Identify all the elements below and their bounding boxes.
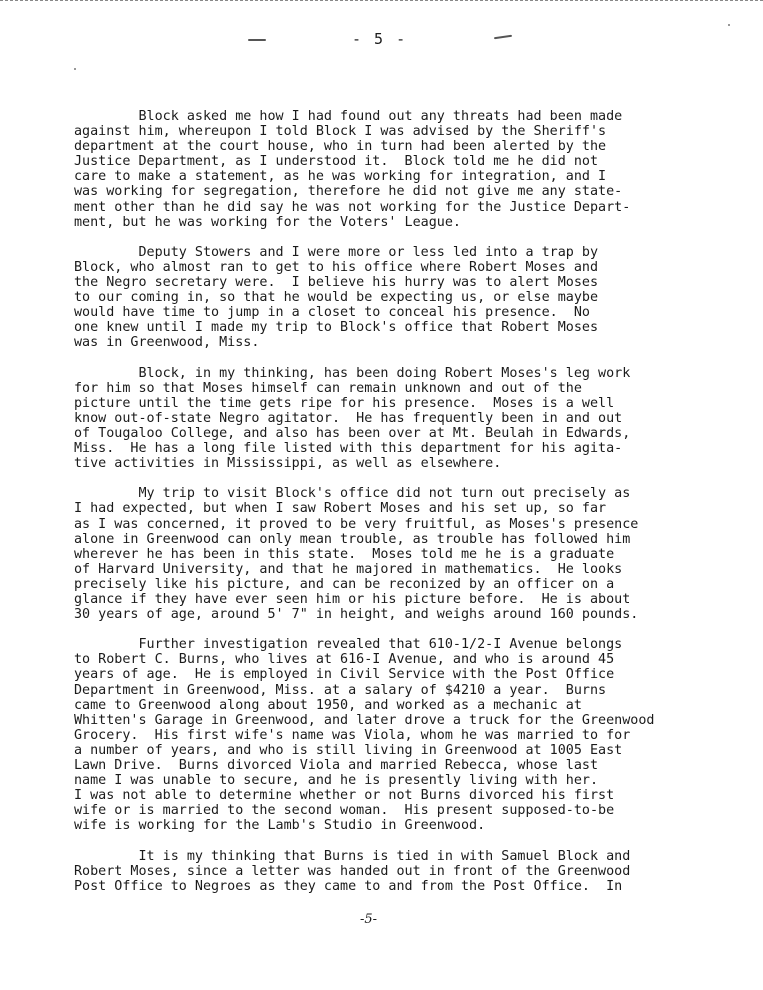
text-line: as I was concerned, it proved to be very fruitful, as Moses's presence xyxy=(74,516,639,532)
paragraph xyxy=(74,849,754,894)
paragraph xyxy=(74,245,754,351)
text-line: tive activities in Mississippi, as well as elsewhere. xyxy=(74,456,502,472)
text-line: ment other than he did say he was not working for the Justice Depart- xyxy=(74,199,631,215)
text-line: wife is working for the Lamb's Studio in Greenwood. xyxy=(74,818,486,834)
text-line: alone in Greenwood can only mean trouble, as trouble has followed him xyxy=(74,531,631,547)
text-line: to our coming in, so that he would be expecting us, or else maybe xyxy=(74,290,599,306)
text-line: Grocery. His first wife's name was Viola, whom he was married to for xyxy=(74,727,631,743)
text-line: department at the court house, who in turn had been alerted by the xyxy=(74,139,607,155)
text-line: Department in Greenwood, Miss. at a salary of $4210 a year. Burns xyxy=(74,682,607,698)
text-line: Lawn Drive. Burns divorced Viola and married Rebecca, whose last xyxy=(74,758,599,774)
text-line: against him, whereupon I told Block I was advised by the Sheriff's xyxy=(74,124,607,140)
text-line: of Tougaloo College, and also has been over at Mt. Beulah in Edwards, xyxy=(74,425,631,441)
margin-dot xyxy=(728,24,730,26)
page-edge-dashes xyxy=(0,0,763,1)
paragraph xyxy=(74,486,754,622)
text-line: for him so that Moses himself can remain unknown and out of the xyxy=(74,380,582,396)
page-number: - 5 - xyxy=(352,30,408,48)
text-line: Deputy Stowers and I were more or less led into a trap by xyxy=(74,244,599,260)
text-line: I was not able to determine whether or not Burns divorced his first xyxy=(74,788,615,804)
text-line: know out-of-state Negro agitator. He has frequently been in and out xyxy=(74,410,623,426)
margin-dot xyxy=(74,68,76,70)
text-line: picture until the time gets ripe for his presence. Moses is a well xyxy=(74,395,615,411)
text-line: of Harvard University, and that he majored in mathematics. He looks xyxy=(74,561,623,577)
text-line: name I was unable to secure, and he is presently living with her. xyxy=(74,773,599,789)
text-line: It is my thinking that Burns is tied in with Samuel Block and xyxy=(74,848,631,864)
text-line: was working for segregation, therefore he did not give me any state- xyxy=(74,184,623,200)
smudge-mark xyxy=(248,39,266,41)
paragraph xyxy=(74,109,754,230)
text-line: glance if they have ever seen him or his picture before. He is about xyxy=(74,592,631,607)
text-line: My trip to visit Block's office did not turn out precisely as xyxy=(74,486,631,502)
text-line: care to make a statement, as he was working for integration, and I xyxy=(74,169,607,185)
paragraph xyxy=(74,637,754,833)
text-line: to Robert C. Burns, who lives at 616-I Avenue, and who is around 45 xyxy=(74,652,615,668)
text-line: wherever he has been in this state. Moses told me he is a graduate xyxy=(74,546,615,562)
text-line: Block, in my thinking, has been doing Robert Moses's leg work xyxy=(74,365,631,381)
text-line: the Negro secretary were. I believe his hurry was to alert Moses xyxy=(74,275,599,291)
text-line: Post Office to Negroes as they came to and from the Post Office. In xyxy=(74,878,623,894)
footer-page-number: -5- xyxy=(360,912,378,927)
paragraph xyxy=(74,366,754,472)
text-line: 30 years of age, around 5' 7" in height, and weighs around 160 pounds. xyxy=(74,607,639,623)
text-line: Whitten's Garage in Greenwood, and later drove a truck for the Greenwood xyxy=(74,712,655,728)
text-line: came to Greenwood along about 1950, and worked as a mechanic at xyxy=(74,697,582,713)
text-line: wife or is married to the second woman. His present supposed-to-be xyxy=(74,803,615,819)
text-line: was in Greenwood, Miss. xyxy=(74,335,260,351)
text-line: a number of years, and who is still living in Greenwood at 1005 East xyxy=(74,742,623,758)
text-line: precisely like his picture, and can be reconized by an officer on a xyxy=(74,576,615,592)
smudge-mark xyxy=(494,35,512,39)
text-line: Justice Department, as I understood it. Block told me he did not xyxy=(74,154,599,170)
text-line: Miss. He has a long file listed with this department for his agita- xyxy=(74,441,623,457)
text-line: one knew until I made my trip to Block's office that Robert Moses xyxy=(74,320,599,336)
text-line: Further investigation revealed that 610-1/2-I Avenue belongs xyxy=(74,637,623,653)
text-line: Block, who almost ran to get to his office where Robert Moses and xyxy=(74,259,599,275)
document-body xyxy=(74,109,754,909)
text-line: Block asked me how I had found out any threats had been made xyxy=(74,109,623,124)
text-line: ment, but he was working for the Voters' League. xyxy=(74,214,461,230)
text-line: would have time to jump in a closet to conceal his presence. No xyxy=(74,305,590,321)
page-header xyxy=(0,26,763,56)
text-line: Robert Moses, since a letter was handed out in front of the Greenwood xyxy=(74,863,631,879)
text-line: years of age. He is employed in Civil Service with the Post Office xyxy=(74,667,615,683)
text-line: I had expected, but when I saw Robert Moses and his set up, so far xyxy=(74,501,607,517)
